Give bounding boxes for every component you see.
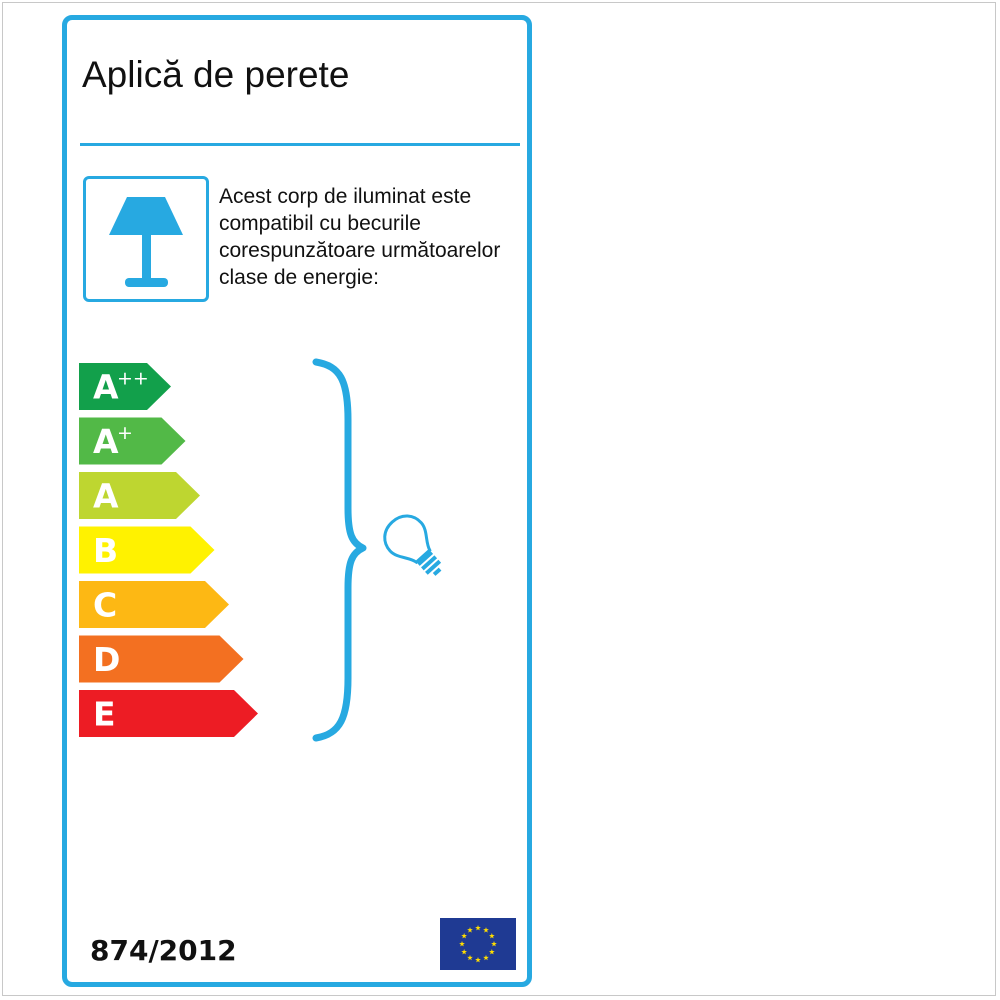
regulation-number: 874/2012	[90, 934, 237, 967]
energy-class-superscript: ++	[117, 367, 149, 390]
compatibility-line: Acest corp de iluminat este	[219, 185, 472, 208]
energy-class-letter: A	[93, 422, 119, 461]
energy-class-c	[79, 581, 229, 628]
curly-brace	[316, 362, 363, 738]
energy-class-d	[79, 636, 244, 683]
energy-class-bars	[79, 363, 258, 737]
energy-class-b	[79, 527, 215, 574]
energy-class-letter: A	[93, 367, 119, 407]
energy-class-e	[79, 690, 258, 737]
compatibility-line: corespunzătoare următoarelor	[219, 239, 501, 262]
energy-class-letter: E	[93, 694, 116, 734]
energy-class-a-plusplus	[79, 363, 171, 410]
eu-flag-icon	[440, 918, 516, 970]
energy-class-letter: B	[93, 531, 119, 570]
compatibility-line: compatibil cu becurile	[219, 212, 421, 235]
energy-class-letter: C	[93, 585, 118, 625]
energy-class-letter: A	[93, 476, 119, 516]
energy-class-a-plus	[79, 418, 186, 465]
energy-class-letter: D	[93, 640, 121, 679]
light-bulb-icon	[377, 508, 454, 587]
product-title: Aplică de perete	[82, 54, 350, 95]
energy-class-a	[79, 472, 200, 519]
energy-class-superscript: +	[117, 422, 133, 444]
compatibility-line: clase de energie:	[219, 266, 379, 289]
